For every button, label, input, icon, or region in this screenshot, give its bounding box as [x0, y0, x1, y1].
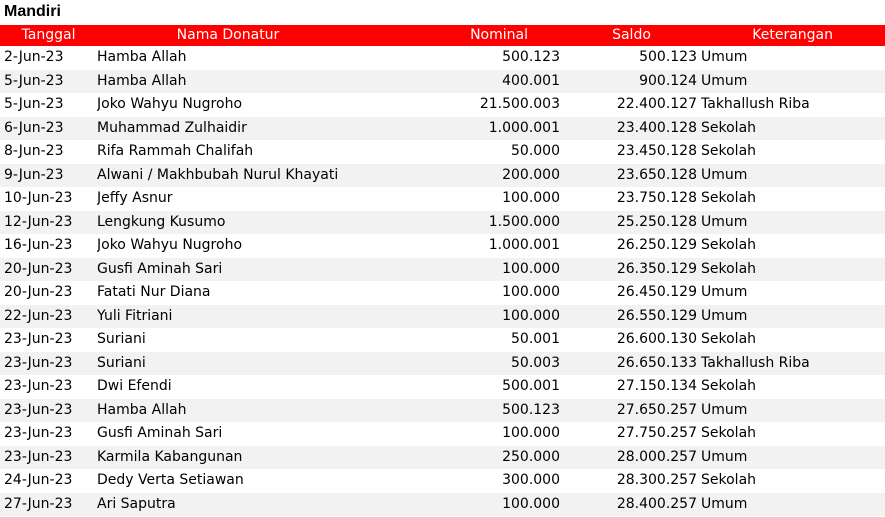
cell-saldo: 25.250.128: [562, 211, 701, 235]
cell-keterangan: Sekolah: [701, 190, 757, 207]
cell-tanggal: 23-Jun-23: [0, 446, 97, 470]
cell-keterangan: Sekolah: [701, 378, 757, 395]
cell-nama-donatur: Dedy Verta Setiawan: [97, 472, 244, 489]
table-row: [0, 469, 885, 493]
donation-table: [0, 25, 885, 516]
table-row: [0, 164, 885, 188]
cell-nominal: 100.000: [359, 258, 562, 282]
cell-tanggal: 22-Jun-23: [0, 305, 97, 329]
cell-nominal: 1.000.001: [359, 117, 562, 141]
table-row: [0, 422, 885, 446]
table-row: [0, 258, 885, 282]
table-row: [0, 117, 885, 141]
table-row: [0, 446, 885, 470]
cell-nama-donatur: Gusfi Aminah Sari: [97, 425, 223, 442]
cell-tanggal: 5-Jun-23: [4, 96, 64, 113]
cell-saldo: 23.650.128: [562, 164, 701, 188]
cell-saldo: 22.400.127: [616, 96, 697, 113]
cell-saldo: 28.300.257: [616, 472, 697, 489]
table-header-row: [0, 25, 885, 46]
cell-saldo: 26.550.129: [562, 305, 701, 329]
cell-nama-donatur: Suriani: [97, 352, 359, 376]
cell-nama-donatur: Fatati Nur Diana: [97, 284, 211, 301]
table-row: [0, 328, 885, 352]
cell-nama-donatur: Suriani: [97, 331, 146, 348]
table-row: [0, 234, 885, 258]
table-row: [0, 187, 885, 211]
cell-saldo: 27.650.257: [562, 399, 701, 423]
cell-keterangan: Umum: [701, 446, 885, 470]
cell-tanggal: 23-Jun-23: [4, 378, 73, 395]
cell-tanggal: 9-Jun-23: [0, 164, 97, 188]
cell-saldo: 23.450.128: [616, 143, 697, 160]
cell-nominal: 21.500.003: [479, 96, 560, 113]
cell-tanggal: 12-Jun-23: [0, 211, 97, 235]
cell-keterangan: Umum: [701, 399, 885, 423]
column-header-tanggal: Tanggal: [0, 25, 97, 46]
cell-nama-donatur: Ari Saputra: [97, 493, 359, 517]
cell-keterangan: Umum: [701, 284, 748, 301]
cell-nama-donatur: Hamba Allah: [97, 399, 359, 423]
column-header-keterangan: Keterangan: [701, 25, 885, 46]
cell-tanggal: 24-Jun-23: [4, 472, 73, 489]
table-row: [0, 211, 885, 235]
page-title: Mandiri: [4, 3, 61, 20]
table-row: [0, 375, 885, 399]
cell-nominal: 50.001: [511, 331, 560, 348]
cell-nominal: 500.001: [502, 378, 560, 395]
cell-nama-donatur: Yuli Fitriani: [97, 305, 359, 329]
cell-tanggal: 27-Jun-23: [0, 493, 97, 517]
cell-nominal: 500.123: [502, 49, 560, 66]
cell-nama-donatur: Jeffy Asnur: [97, 190, 173, 207]
cell-saldo: 500.123: [639, 49, 697, 66]
cell-saldo: 23.400.128: [562, 117, 701, 141]
column-header-nama-donatur: Nama Donatur: [97, 25, 359, 46]
column-header-nominal: Nominal: [359, 25, 562, 46]
cell-saldo: 900.124: [562, 70, 701, 94]
cell-tanggal: 2-Jun-23: [4, 49, 64, 66]
cell-tanggal: 23-Jun-23: [4, 425, 73, 442]
table-row: [0, 305, 885, 329]
cell-tanggal: 20-Jun-23: [4, 284, 73, 301]
cell-saldo: 28.400.257: [562, 493, 701, 517]
cell-nama-donatur: Karmila Kabangunan: [97, 446, 359, 470]
cell-nominal: 300.000: [502, 472, 560, 489]
cell-keterangan: Sekolah: [701, 237, 757, 254]
cell-saldo: 27.150.134: [616, 378, 697, 395]
cell-tanggal: 23-Jun-23: [4, 331, 73, 348]
cell-tanggal: 23-Jun-23: [0, 399, 97, 423]
cell-keterangan: Umum: [701, 305, 885, 329]
cell-nominal: 400.001: [359, 70, 562, 94]
cell-nama-donatur: Alwani / Makhbubah Nurul Khayati: [97, 164, 359, 188]
table-row: [0, 352, 885, 376]
table-row: [0, 281, 885, 305]
table-row: [0, 140, 885, 164]
cell-nama-donatur: Lengkung Kusumo: [97, 211, 359, 235]
column-header-saldo: Saldo: [562, 25, 701, 46]
table-row: [0, 493, 885, 517]
cell-keterangan: Sekolah: [701, 425, 757, 442]
cell-nama-donatur: Dwi Efendi: [97, 378, 172, 395]
cell-nama-donatur: Gusfi Aminah Sari: [97, 258, 359, 282]
cell-nominal: 100.000: [502, 284, 560, 301]
cell-keterangan: Umum: [701, 211, 885, 235]
cell-nominal: 100.000: [502, 425, 560, 442]
cell-keterangan: Sekolah: [701, 117, 885, 141]
cell-tanggal: 16-Jun-23: [4, 237, 73, 254]
table-row: [0, 46, 885, 70]
cell-keterangan: Sekolah: [701, 143, 757, 160]
cell-tanggal: 8-Jun-23: [4, 143, 64, 160]
table-body: [0, 46, 885, 516]
table-row: [0, 93, 885, 117]
cell-nominal: 100.000: [359, 493, 562, 517]
cell-nominal: 1.500.000: [359, 211, 562, 235]
cell-keterangan: Umum: [701, 493, 885, 517]
cell-nominal: 200.000: [359, 164, 562, 188]
cell-nominal: 100.000: [502, 190, 560, 207]
cell-saldo: 26.600.130: [616, 331, 697, 348]
cell-saldo: 27.750.257: [616, 425, 697, 442]
cell-keterangan: Sekolah: [701, 472, 757, 489]
cell-tanggal: 10-Jun-23: [4, 190, 73, 207]
cell-tanggal: 20-Jun-23: [0, 258, 97, 282]
cell-nominal: 250.000: [359, 446, 562, 470]
cell-saldo: 28.000.257: [562, 446, 701, 470]
cell-tanggal: 6-Jun-23: [0, 117, 97, 141]
cell-nominal: 1.000.001: [488, 237, 560, 254]
cell-nominal: 50.000: [511, 143, 560, 160]
cell-keterangan: Umum: [701, 70, 885, 94]
cell-nama-donatur: Rifa Rammah Chalifah: [97, 143, 254, 160]
cell-nama-donatur: Hamba Allah: [97, 49, 187, 66]
table-row: [0, 399, 885, 423]
cell-nominal: 50.003: [359, 352, 562, 376]
cell-saldo: 23.750.128: [616, 190, 697, 207]
cell-nama-donatur: Muhammad Zulhaidir: [97, 117, 359, 141]
cell-saldo: 26.350.129: [562, 258, 701, 282]
cell-nama-donatur: Hamba Allah: [97, 70, 359, 94]
cell-keterangan: Takhallush Riba: [701, 352, 885, 376]
cell-saldo: 26.450.129: [616, 284, 697, 301]
cell-nominal: 100.000: [359, 305, 562, 329]
cell-saldo: 26.250.129: [616, 237, 697, 254]
cell-nama-donatur: Joko Wahyu Nugroho: [97, 237, 243, 254]
cell-keterangan: Umum: [701, 49, 748, 66]
table-row: [0, 70, 885, 94]
cell-tanggal: 5-Jun-23: [0, 70, 97, 94]
cell-keterangan: Sekolah: [701, 258, 885, 282]
cell-nama-donatur: Joko Wahyu Nugroho: [97, 96, 243, 113]
cell-saldo: 26.650.133: [562, 352, 701, 376]
cell-keterangan: Umum: [701, 164, 885, 188]
cell-keterangan: Sekolah: [701, 331, 757, 348]
cell-keterangan: Takhallush Riba: [701, 96, 810, 113]
cell-nominal: 500.123: [359, 399, 562, 423]
cell-tanggal: 23-Jun-23: [0, 352, 97, 376]
